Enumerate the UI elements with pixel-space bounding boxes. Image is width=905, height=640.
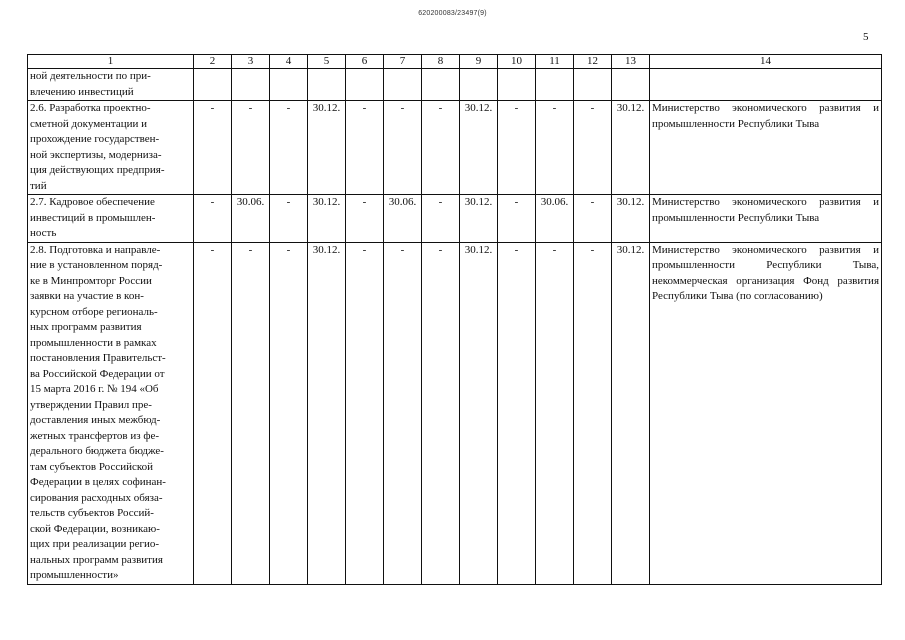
header-cell: 13 [612,55,650,69]
table-row [28,69,882,101]
deadline-cell: - [270,101,308,195]
activity-cell [28,195,194,243]
deadline-cell: 30.06. [232,195,270,243]
deadline-cell: - [194,101,232,195]
deadline-cell: - [422,242,460,584]
header-cell: 12 [574,55,612,69]
deadline-cell [574,69,612,101]
header-cell: 6 [346,55,384,69]
header-cell: 2 [194,55,232,69]
plan-table [27,54,882,585]
table-row [28,242,882,584]
table-header-row [28,55,882,69]
deadline-cell: - [232,242,270,584]
deadline-cell: - [422,101,460,195]
deadline-cell: 30.12. [612,195,650,243]
activity-cell [28,101,194,195]
deadline-cell [498,69,536,101]
deadline-cell: 30.12. [308,195,346,243]
deadline-cell: - [536,242,574,584]
table-row [28,195,882,243]
activity-text: ной деятельности по при- влечению инвестиций [30,70,151,98]
deadline-cell: 30.06. [536,195,574,243]
deadline-cell: - [422,195,460,243]
deadline-cell: - [194,242,232,584]
deadline-cell: - [574,195,612,243]
deadline-cell: 30.12. [308,101,346,195]
activity-text: 2.6. Разработка проектно- сметной документации и прохождение государствен- ной экспертизы, модерниза- ция действующих предприя- тий [30,102,165,192]
deadline-cell: 30.12. [612,242,650,584]
deadline-cell: 30.12. [460,242,498,584]
deadline-cell: - [498,242,536,584]
deadline-cell: - [346,101,384,195]
header-cell: 8 [422,55,460,69]
header-cell: 4 [270,55,308,69]
deadline-cell: - [346,242,384,584]
activity-cell [28,69,194,101]
deadline-cell: 30.12. [308,242,346,584]
deadline-cell [536,69,574,101]
header-cell: 10 [498,55,536,69]
header-cell: 7 [384,55,422,69]
header-cell: 1 [28,55,194,69]
table-row [28,101,882,195]
deadline-cell: - [574,101,612,195]
deadline-cell: - [574,242,612,584]
deadline-cell: - [536,101,574,195]
document-id: 620200083/23497(9) [418,10,487,17]
deadline-cell: - [232,101,270,195]
deadline-cell: - [384,242,422,584]
deadline-cell: - [498,195,536,243]
deadline-cell [308,69,346,101]
deadline-cell [460,69,498,101]
activity-text: 2.8. Подготовка и направле- ние в установленном поряд- ке в Минпромторг России заявки на участие в кон- курсном отборе региональ- ных программ развития промышленности в рамках постановления Правительст- ва Российской Федерации от 15 марта 2016 г. № 194 «Об утверждении Правил пре- доставления иных межбюд- жетных трансфертов из фе- дерального бюджета бюдже- там субъектов Российской Федерации в целях софинан- сирования расходных обяза- тельств субъектов Россий- ской Федерации, возникаю- щих при реализации регио- нальных программ развития промышленности» [30,243,166,581]
deadline-cell: 30.12. [460,195,498,243]
page-number: 5 [863,31,869,43]
deadline-cell [232,69,270,101]
responsible-cell: Министерство экономического развития и промышленности Республики Тыва [650,101,882,195]
header-cell: 3 [232,55,270,69]
deadline-cell: - [270,195,308,243]
deadline-cell: - [384,101,422,195]
deadline-cell [270,69,308,101]
responsible-cell: Министерство экономического развития и промышленности Республики Тыва [650,195,882,243]
responsible-cell: Министерство экономического развития и промышленности Республики Тыва, некоммерческая организация Фонд развития Республики Тыва (по согласованию) [650,242,882,584]
activity-text: 2.7. Кадровое обеспечение инвестиций в промышлен- ность [30,196,156,239]
deadline-cell [384,69,422,101]
responsible-cell [650,69,882,101]
deadline-cell: - [346,195,384,243]
deadline-cell [194,69,232,101]
deadline-cell: 30.06. [384,195,422,243]
deadline-cell [346,69,384,101]
deadline-cell: 30.12. [612,101,650,195]
deadline-cell [422,69,460,101]
deadline-cell: - [194,195,232,243]
deadline-cell: - [498,101,536,195]
activity-cell [28,242,194,584]
deadline-cell [612,69,650,101]
header-cell: 11 [536,55,574,69]
deadline-cell: 30.12. [460,101,498,195]
header-cell: 14 [650,55,882,69]
header-cell: 5 [308,55,346,69]
header-cell: 9 [460,55,498,69]
deadline-cell: - [270,242,308,584]
